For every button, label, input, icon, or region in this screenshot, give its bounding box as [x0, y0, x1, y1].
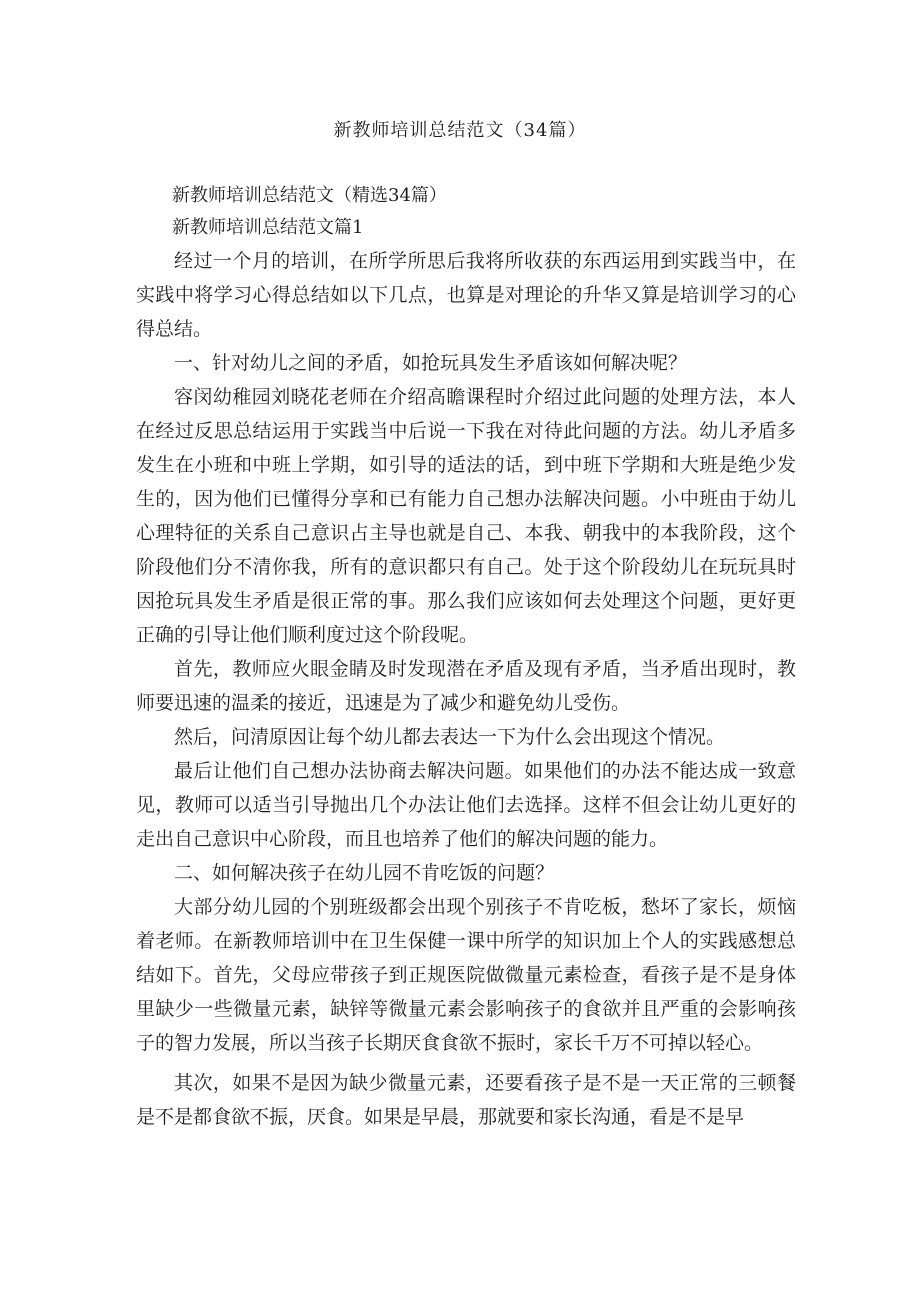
- body-paragraph: 最后让他们自己想办法协商去解决问题。如果他们的办法不能达成一致意见，教师可以适当引导抛出几个办法让他们去选择。这样不但会让幼儿更好的走出自己意识中心阶段，而且也培养了他们的解决问题的能力。: [136, 760, 796, 850]
- document-title: 新教师培训总结范文（34篇）: [333, 120, 587, 141]
- body-paragraph: 其次，如果不是因为缺少微量元素，还要看孩子是不是一天正常的三顿餐是不是都食欲不振，厌食。如果是早晨，那就要和家长沟通，看是不是早: [136, 1072, 796, 1128]
- body-paragraph: 容闵幼稚园刘晓花老师在介绍高瞻课程时介绍过此问题的处理方法，本人在经过反思总结运用于实践当中后说一下我在对待此问题的方法。幼儿矛盾多发生在小班和中班上学期，如引导的适法的话，到中班下学期和大班是绝少发生的，因为他们已懂得分享和已有能力自己想办法解决问题。小中班由于幼儿心理特征的关系自己意识占主导也就是自己、本我、朝我中的本我阶段，这个阶段他们分不清你我，所有的意识都只有自己。处于这个阶段幼儿在玩玩具时因抢玩具发生矛盾是很正常的事。那么我们应该如何去处理这个问题，更好更正确的引导让他们顺利度过这个阶段呢。: [136, 386, 796, 646]
- question-heading-1: 一、针对幼儿之间的矛盾，如抢玩具发生矛盾该如何解决呢？: [174, 352, 688, 374]
- body-paragraph: 大部分幼儿园的个别班级都会出现个别孩子不肯吃板，愁坏了家长，烦恼着老师。在新教师培训中在卫生保健一课中所学的知识加上个人的实践感想总结如下。首先，父母应带孩子到正规医院做微量元素检查，看孩子是不是身体里缺少一些微量元素，缺锌等微量元素会影响孩子的食欲并且严重的会影响孩子的智力发展，所以当孩子长期厌食食欲不振时，家长千万不可掉以轻心。: [136, 896, 796, 1054]
- body-paragraph: 然后，问清原因让每个幼儿都去表达一下为什么会出现这个情况。: [174, 726, 726, 748]
- body-paragraph: 首先，教师应火眼金睛及时发现潜在矛盾及现有矛盾，当矛盾出现时，教师要迅速的温柔的接近，迅速是为了减少和避免幼儿受伤。: [136, 658, 796, 714]
- section-heading: 新教师培训总结范文篇1: [172, 217, 364, 238]
- document-body: [136, 180, 796, 1134]
- body-paragraph: 经过一个月的培训，在所学所思后我将所收获的东西运用到实践当中，在实践中将学习心得总结如以下几点，也算是对理论的升华又算是培训学习的心得总结。: [136, 250, 796, 340]
- subtitle-paragraph: 新教师培训总结范文（精选34篇）: [172, 185, 447, 206]
- question-heading-2: 二、如何解决孩子在幼儿园不肯吃饭的问题？: [174, 862, 555, 884]
